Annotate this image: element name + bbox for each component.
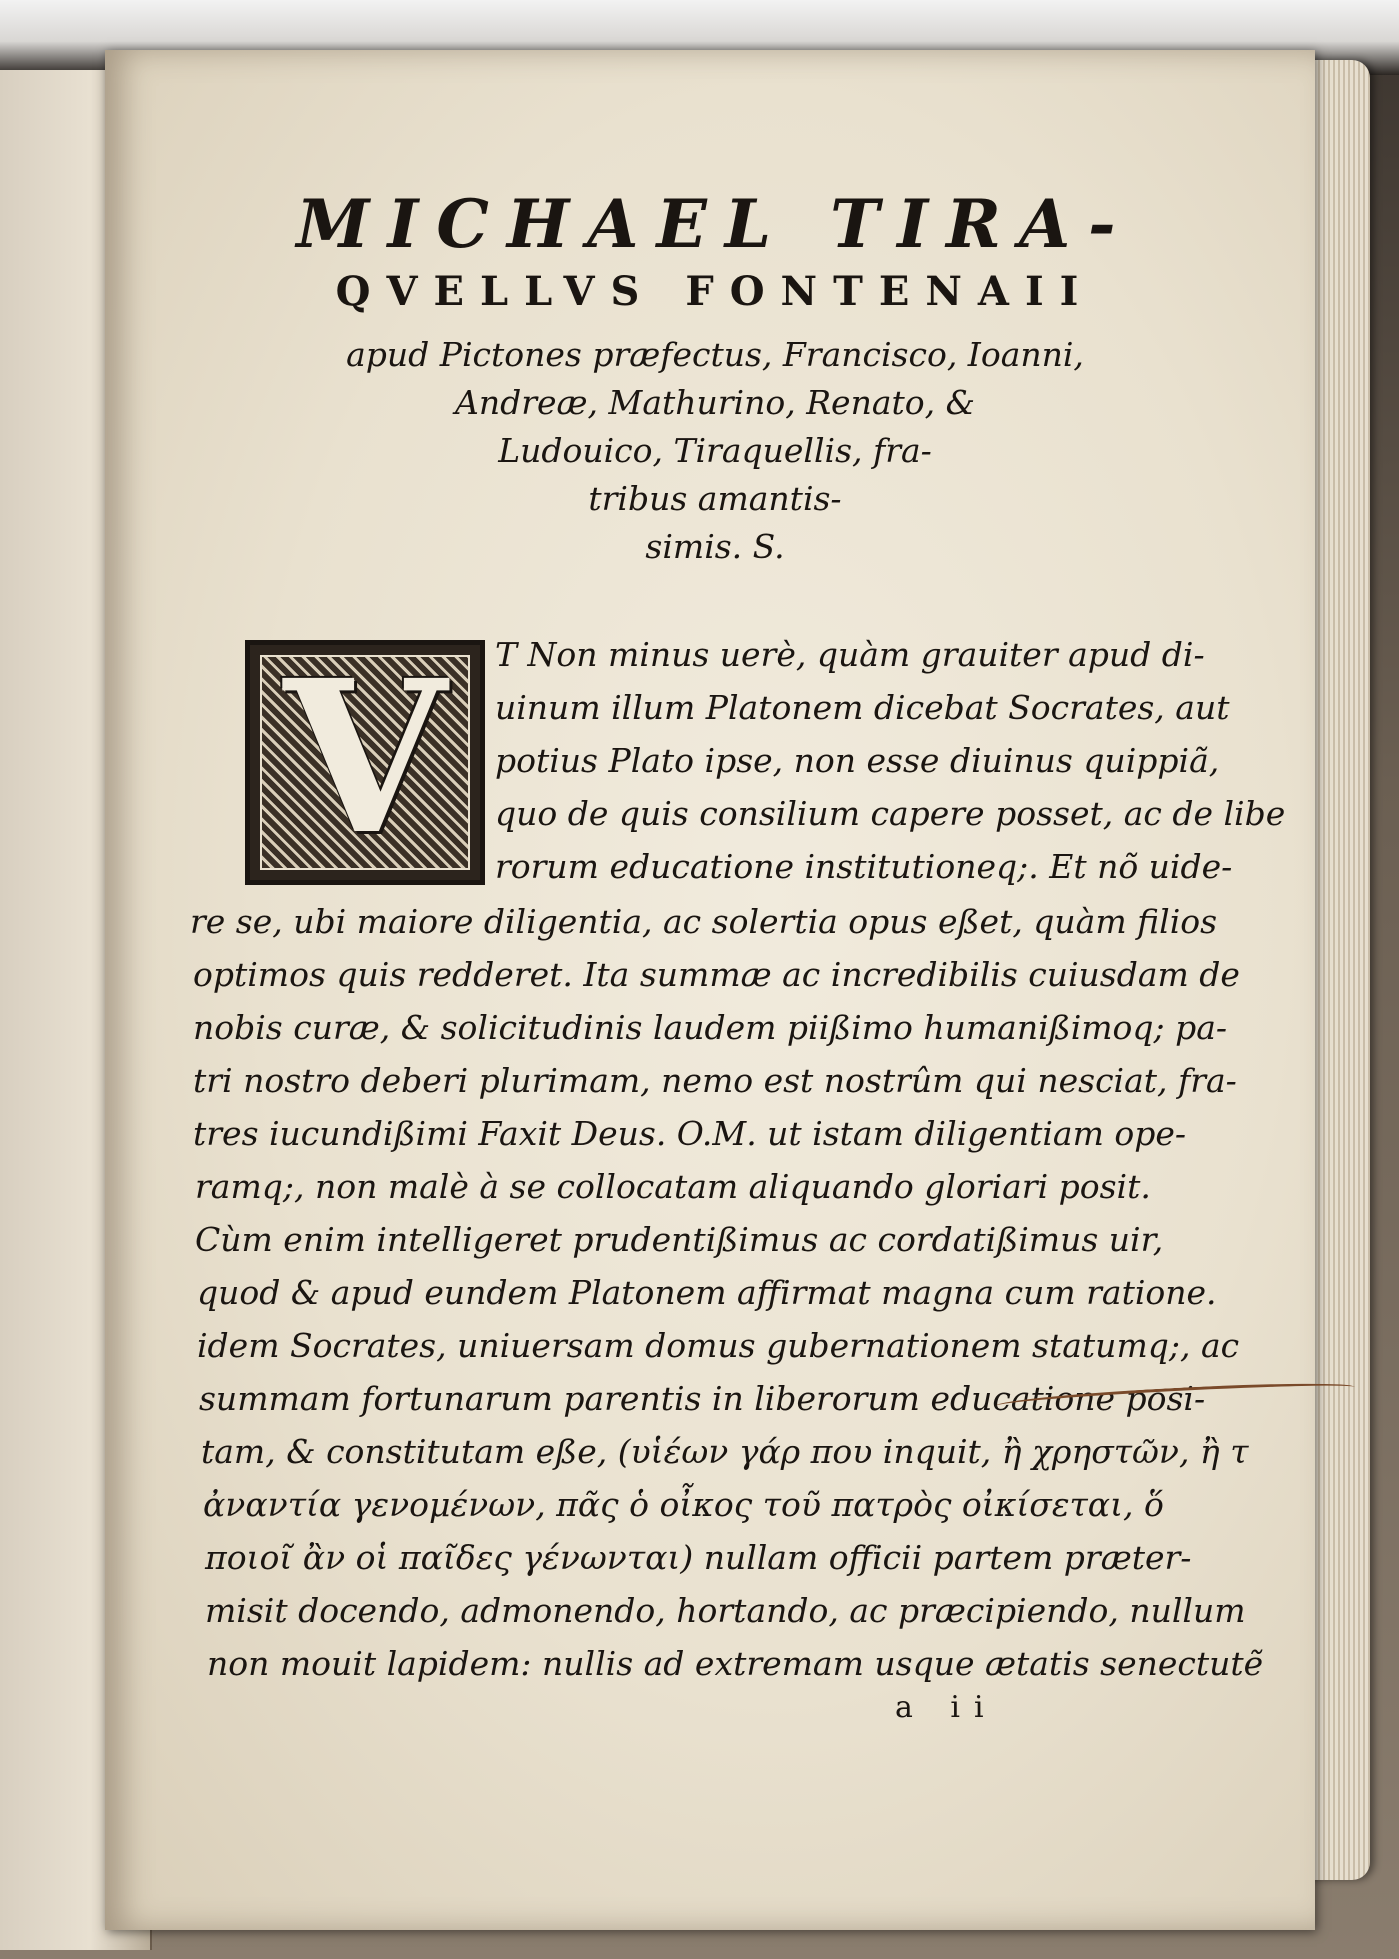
subheading-line: simis. S. (645, 527, 785, 566)
decorated-initial (245, 634, 485, 885)
text-line: T Non minus uerè, quàm grauiter apud di- (495, 635, 1205, 674)
text-line: tres iucundißimi Faxit Deus. O.M. ut istam diligentiam ope- (193, 1114, 1187, 1153)
text-line: quod & apud eundem Platonem affirmat magna cum ratione. (197, 1273, 1217, 1312)
text-line: misit docendo, admonendo, hortando, ac præcipiendo, nullum (205, 1591, 1246, 1630)
text-line: potius Plato ipse, non esse diuinus quippiã, (495, 741, 1220, 780)
title-line-1: MICHAEL TIRA- (296, 185, 1134, 263)
title-line-2: QVELLVS FONTENAII (335, 268, 1095, 315)
text-line: ἀναντία γενομένων, πᾶς ὁ οἶκος τοῦ πατρὸς οἰκίσεται, ὅ (203, 1485, 1164, 1524)
subheading-line: apud Pictones præfectus, Francisco, Ioanni, (346, 335, 1084, 374)
text-line: optimos quis redderet. Ita summæ ac incredibilis cuiusdam de (193, 955, 1240, 994)
initial-letter: V (283, 634, 447, 881)
text-line: nobis curæ, & solicitudinis laudem piißimo humanißimoq; pa- (193, 1008, 1228, 1047)
text-line: uinum illum Platonem dicebat Socrates, aut (495, 688, 1230, 727)
subheading-line: Ludouico, Tiraquellis, fra- (498, 431, 932, 470)
text-line: re se, ubi maiore diligentia, ac solertia opus eßet, quàm filios (190, 902, 1218, 941)
subheading-line: Andreæ, Mathurino, Renato, & (455, 383, 975, 422)
text-line: idem Socrates, uniuersam domus gubernationem statumq;, ac (197, 1326, 1240, 1365)
text-line: ramq;, non malè à se collocatam aliquando gloriari posit. (195, 1167, 1151, 1206)
text-line: ποιοῖ ἂν οἱ παῖδες γένωνται) nullam officii partem præter- (205, 1538, 1192, 1577)
signature-mark: a ii (895, 1690, 998, 1725)
text-line: non mouit lapidem: nullis ad extremam usque ætatis senectutẽ (207, 1644, 1264, 1683)
text-line: quo de quis consilium capere posset, ac de libe (495, 794, 1286, 833)
text-line: rorum educatione institutioneq;. Et nõ uide- (495, 847, 1233, 886)
subheading-line: tribus amantis- (588, 479, 842, 518)
text-line: tam, & constitutam eße, (υἱέων γάρ που inquit, ἢ χρηστῶν, ἢ τ (201, 1432, 1249, 1471)
text-line: Cùm enim intelligeret prudentißimus ac cordatißimus uir, (195, 1220, 1164, 1259)
text-line: summam fortunarum parentis in liberorum educatione posi- (199, 1379, 1206, 1418)
text-line: tri nostro deberi plurimam, nemo est nostrûm qui nesciat, fra- (193, 1061, 1237, 1100)
right-page (105, 50, 1315, 1930)
